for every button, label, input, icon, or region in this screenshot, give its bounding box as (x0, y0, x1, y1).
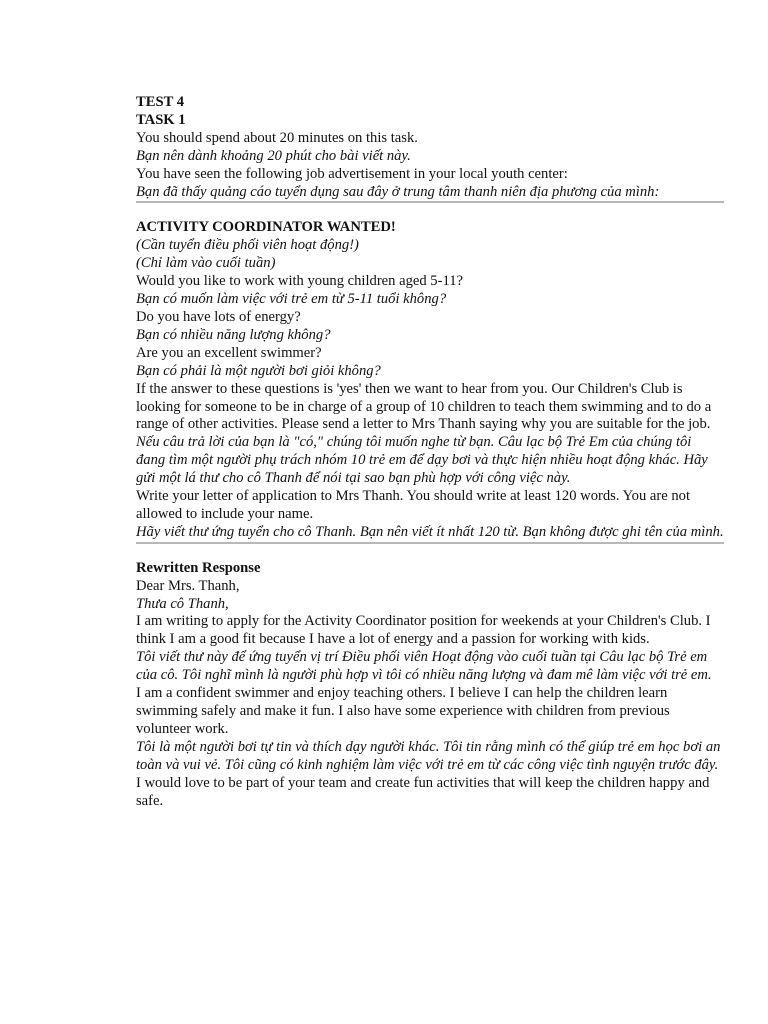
advert-body: If the answer to these questions is 'yes' then we want to hear from you. Our Children's Club is looking for someone to be in charge of a group of 10 children to teach them swimming and to do a range of other activities. Please send a letter to Mrs Thanh saying why you are suitable for the job. (136, 380, 712, 433)
response-greeting: Dear Mrs. Thanh, (136, 577, 240, 594)
time-instruction: You should spend about 20 minutes on this task. (136, 129, 418, 146)
time-instruction-vi: Bạn nên dành khoảng 20 phút cho bài viết này. (136, 147, 411, 164)
advert-question-2-vi: Bạn có nhiều năng lượng không? (136, 326, 331, 343)
advert-task: Write your letter of application to Mrs Thanh. You should write at least 120 words. You are not allowed to include your name. (136, 488, 691, 522)
advert-question-3: Are you an excellent swimmer? (136, 344, 322, 361)
advert-question-1-vi: Bạn có muốn làm việc với trẻ em từ 5-11 tuổi không? (136, 291, 447, 308)
context-instruction-vi: Bạn đã thấy quảng cáo tuyển dụng sau đây ở trung tâm thanh niên địa phương của mình: (136, 183, 660, 200)
advert-body-vi: Nếu câu trả lời của bạn là "có," chúng tôi muốn nghe từ bạn. Câu lạc bộ Trẻ Em của chúng tôi đang tìm một người phụ trách nhóm 10 trẻ em để dạy bơi và thực hiện nhiều hoạt động khác. Hãy gửi một lá thư cho cô Thanh để nói tại sao bạn phù hợp với công việc này. (136, 434, 708, 487)
response-paragraph-1: I am writing to apply for the Activity Coordinator position for weekends at your Children's Club. I think I am a good fit because I have a lot of energy and a passion for working with kids. (136, 613, 711, 648)
advert-question-2: Do you have lots of energy? (136, 308, 301, 325)
advert-weekend-vi: (Chỉ làm vào cuối tuần) (136, 255, 276, 272)
context-instruction: You have seen the following job advertisement in your local youth center: (136, 165, 568, 182)
advert-title-vi: (Cần tuyển điều phối viên hoạt động!) (136, 237, 359, 254)
response-paragraph-2: I am a confident swimmer and enjoy teaching others. I believe I can help the children learn swimming safely and make it fun. I also have some experience with children from previous volunteer work. (136, 685, 670, 737)
test-label: TEST 4 (136, 94, 184, 110)
response-paragraph-3: I would love to be part of your team and create fun activities that will keep the children happy and safe. (136, 774, 710, 809)
document-page (136, 94, 724, 810)
advert-question-1: Would you like to work with young children aged 5-11? (136, 273, 463, 290)
advert-title: ACTIVITY COORDINATOR WANTED! (136, 219, 396, 236)
response-paragraph-1-vi: Tôi viết thư này để ứng tuyển vị trí Điều phối viên Hoạt động vào cuối tuần tại Câu lạc bộ Trẻ em của cô. Tôi nghĩ mình là người phù hợp vì tôi có nhiều năng lượng và đam mê làm việc với trẻ em. (136, 649, 712, 684)
response-heading: Rewritten Response (136, 559, 261, 576)
advert-question-3-vi: Bạn có phải là một người bơi giỏi không? (136, 362, 381, 379)
advert-task-vi: Hãy viết thư ứng tuyển cho cô Thanh. Bạn nên viết ít nhất 120 từ. Bạn không được ghi tên của mình. (136, 523, 724, 540)
response-paragraph-2-vi: Tôi là một người bơi tự tin và thích dạy người khác. Tôi tin rằng mình có thể giúp trẻ em học bơi an toàn và vui vẻ. Tôi cũng có kinh nghiệm làm việc với trẻ em từ các công việc tình nguyện trước đây. (136, 738, 721, 773)
response-greeting-vi: Thưa cô Thanh, (136, 595, 229, 612)
task-label: TASK 1 (136, 111, 186, 128)
